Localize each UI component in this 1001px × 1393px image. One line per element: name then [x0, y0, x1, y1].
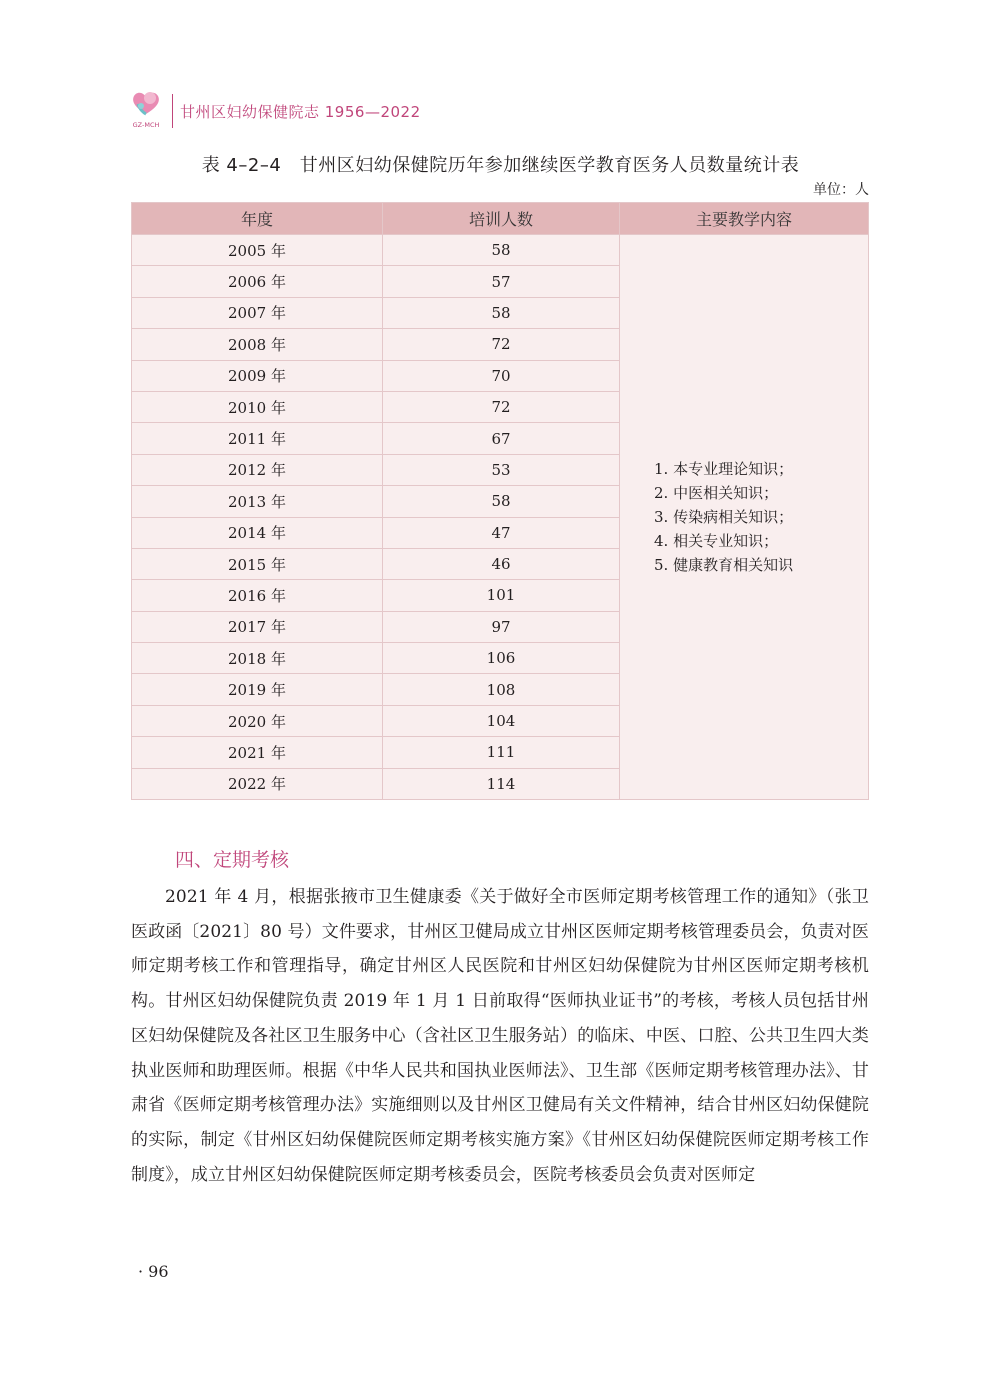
- teaching-content-cell: [620, 235, 869, 800]
- count-cell: 101: [383, 580, 620, 611]
- year-cell: 2021 年: [132, 737, 383, 768]
- year-cell: 2016 年: [132, 580, 383, 611]
- teaching-content-item: 3. 传染病相关知识；: [654, 508, 794, 527]
- teaching-content-item: 4. 相关专业知识；: [654, 532, 779, 551]
- column-header-content: 主要教学内容: [620, 203, 869, 235]
- table-header-row: [132, 203, 869, 235]
- count-cell: 53: [383, 454, 620, 485]
- count-cell: 46: [383, 548, 620, 579]
- book-title: 甘州区妇幼保健院志 1956—2022: [180, 103, 421, 121]
- count-cell: 47: [383, 517, 620, 548]
- year-cell: 2018 年: [132, 643, 383, 674]
- year-cell: 2008 年: [132, 329, 383, 360]
- count-cell: 106: [383, 643, 620, 674]
- year-cell: 2007 年: [132, 297, 383, 328]
- count-cell: 58: [383, 486, 620, 517]
- count-cell: 57: [383, 266, 620, 297]
- table-body: [132, 235, 869, 800]
- page-number: · 96: [138, 1262, 169, 1281]
- count-cell: 114: [383, 768, 620, 799]
- table-row: [132, 235, 869, 266]
- count-cell: 111: [383, 737, 620, 768]
- year-cell: 2005 年: [132, 235, 383, 266]
- logo-text: GZ-MCH: [132, 121, 160, 129]
- count-cell: 108: [383, 674, 620, 705]
- column-header-count: 培训人数: [383, 203, 620, 235]
- count-cell: 70: [383, 360, 620, 391]
- table-caption: 表 4–2–4 甘州区妇幼保健院历年参加继续医学教育医务人员数量统计表: [201, 155, 800, 176]
- year-cell: 2011 年: [132, 423, 383, 454]
- count-cell: 58: [383, 297, 620, 328]
- teaching-content-item: 2. 中医相关知识；: [654, 484, 779, 503]
- section-heading: 四、定期考核: [175, 849, 290, 871]
- year-cell: 2017 年: [132, 611, 383, 642]
- hospital-logo-icon: [128, 86, 164, 130]
- year-cell: 2010 年: [132, 391, 383, 422]
- count-cell: 72: [383, 329, 620, 360]
- teaching-content-item: 1. 本专业理论知识；: [654, 460, 794, 479]
- year-cell: 2013 年: [132, 486, 383, 517]
- year-cell: 2009 年: [132, 360, 383, 391]
- year-cell: 2015 年: [132, 548, 383, 579]
- count-cell: 72: [383, 391, 620, 422]
- count-cell: 104: [383, 705, 620, 736]
- table-unit: 单位：人: [813, 182, 869, 198]
- year-cell: 2014 年: [132, 517, 383, 548]
- count-cell: 67: [383, 423, 620, 454]
- count-cell: 58: [383, 235, 620, 266]
- header-divider: [172, 94, 173, 128]
- column-header-year: 年度: [132, 203, 383, 235]
- year-cell: 2012 年: [132, 454, 383, 485]
- year-cell: 2019 年: [132, 674, 383, 705]
- year-cell: 2020 年: [132, 705, 383, 736]
- paragraph: 2021 年 4 月，根据张掖市卫生健康委《关于做好全市医师定期考核管理工作的通知》（张卫医政函〔2021〕80 号）文件要求，甘州区卫健局成立甘州区医师定期考核管理委员会，负责对医师定期考核工作和管理指导，确定甘州区人民医院和甘州区妇幼保健院为甘州区医师定期考核机构。甘州区妇幼保健院负责 2019 年 1 月 1 日前取得“医师执业证书”的考核，考核人员包括甘州区妇幼保健院及各社区卫生服务中心（含社区卫生服务站）的临床、中医、口腔、公共卫生四大类执业医师和助理医师。根据《中华人民共和国执业医师法》、卫生部《医师定期考核管理办法》、甘肃省《医师定期考核管理办法》实施细则以及甘州区卫健局有关文件精神，结合甘州区妇幼保健院的实际，制定《甘州区妇幼保健院医师定期考核实施方案》《甘州区妇幼保健院医师定期考核工作制度》，成立甘州区妇幼保健院医师定期考核委员会，医院考核委员会负责对医师定: [131, 887, 869, 1185]
- year-cell: 2006 年: [132, 266, 383, 297]
- year-cell: 2022 年: [132, 768, 383, 799]
- teaching-content-item: 5. 健康教育相关知识: [654, 556, 794, 575]
- count-cell: 97: [383, 611, 620, 642]
- training-statistics-table: [131, 202, 869, 800]
- body-text: [131, 880, 869, 1192]
